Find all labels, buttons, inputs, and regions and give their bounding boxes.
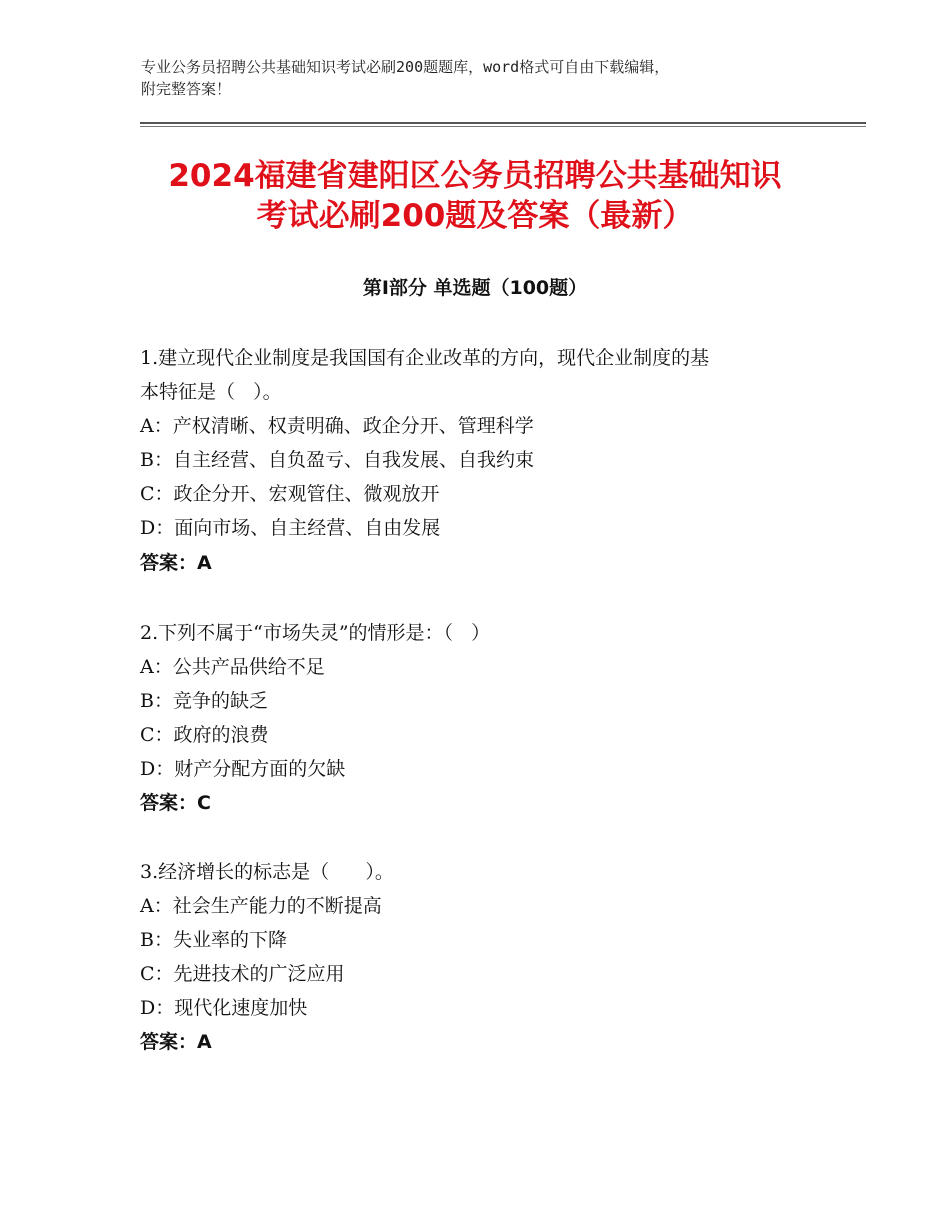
option-a: A：产权清晰、权责明确、政企分开、管理科学: [140, 415, 534, 437]
section-heading: 第Ⅰ部分 单选题（100题）: [362, 277, 588, 299]
header-divider-thin: [140, 126, 866, 127]
option-b: B：竞争的缺乏: [140, 690, 268, 712]
answer: 答案：A: [140, 1031, 212, 1053]
question-stem: 1.建立现代企业制度是我国国有企业改革的方向，现代企业制度的基: [140, 347, 710, 369]
question-stem: 2.下列不属于“市场失灵”的情形是：（ ）: [140, 622, 491, 644]
answer: 答案：A: [140, 552, 212, 574]
header-note: [141, 56, 821, 100]
header-divider: [140, 122, 866, 124]
option-b: B：失业率的下降: [140, 929, 287, 951]
option-d: D：财产分配方面的欠缺: [140, 758, 346, 780]
answer: 答案：C: [140, 792, 211, 814]
header-note-line: 附完整答案！: [141, 80, 232, 98]
option-d: D：面向市场、自主经营、自由发展: [140, 517, 441, 539]
document-title: [100, 156, 850, 236]
document-title-line: 2024福建省建阳区公务员招聘公共基础知识: [168, 158, 782, 194]
option-c: C：政府的浪费: [140, 724, 269, 746]
question-stem: 3.经济增长的标志是（ ）。: [140, 861, 394, 883]
header-note-line: 专业公务员招聘公共基础知识考试必刷200题题库，word格式可自由下载编辑，: [141, 58, 670, 76]
option-b: B：自主经营、自负盈亏、自我发展、自我约束: [140, 449, 534, 471]
option-c: C：政企分开、宏观管住、微观放开: [140, 483, 440, 505]
document-title-line: 考试必刷200题及答案（最新）: [256, 198, 694, 234]
option-d: D：现代化速度加快: [140, 997, 308, 1019]
option-a: A：公共产品供给不足: [140, 656, 325, 678]
option-a: A：社会生产能力的不断提高: [140, 895, 382, 917]
question-stem: 本特征是（ ）。: [140, 381, 282, 403]
option-c: C：先进技术的广泛应用: [140, 963, 345, 985]
